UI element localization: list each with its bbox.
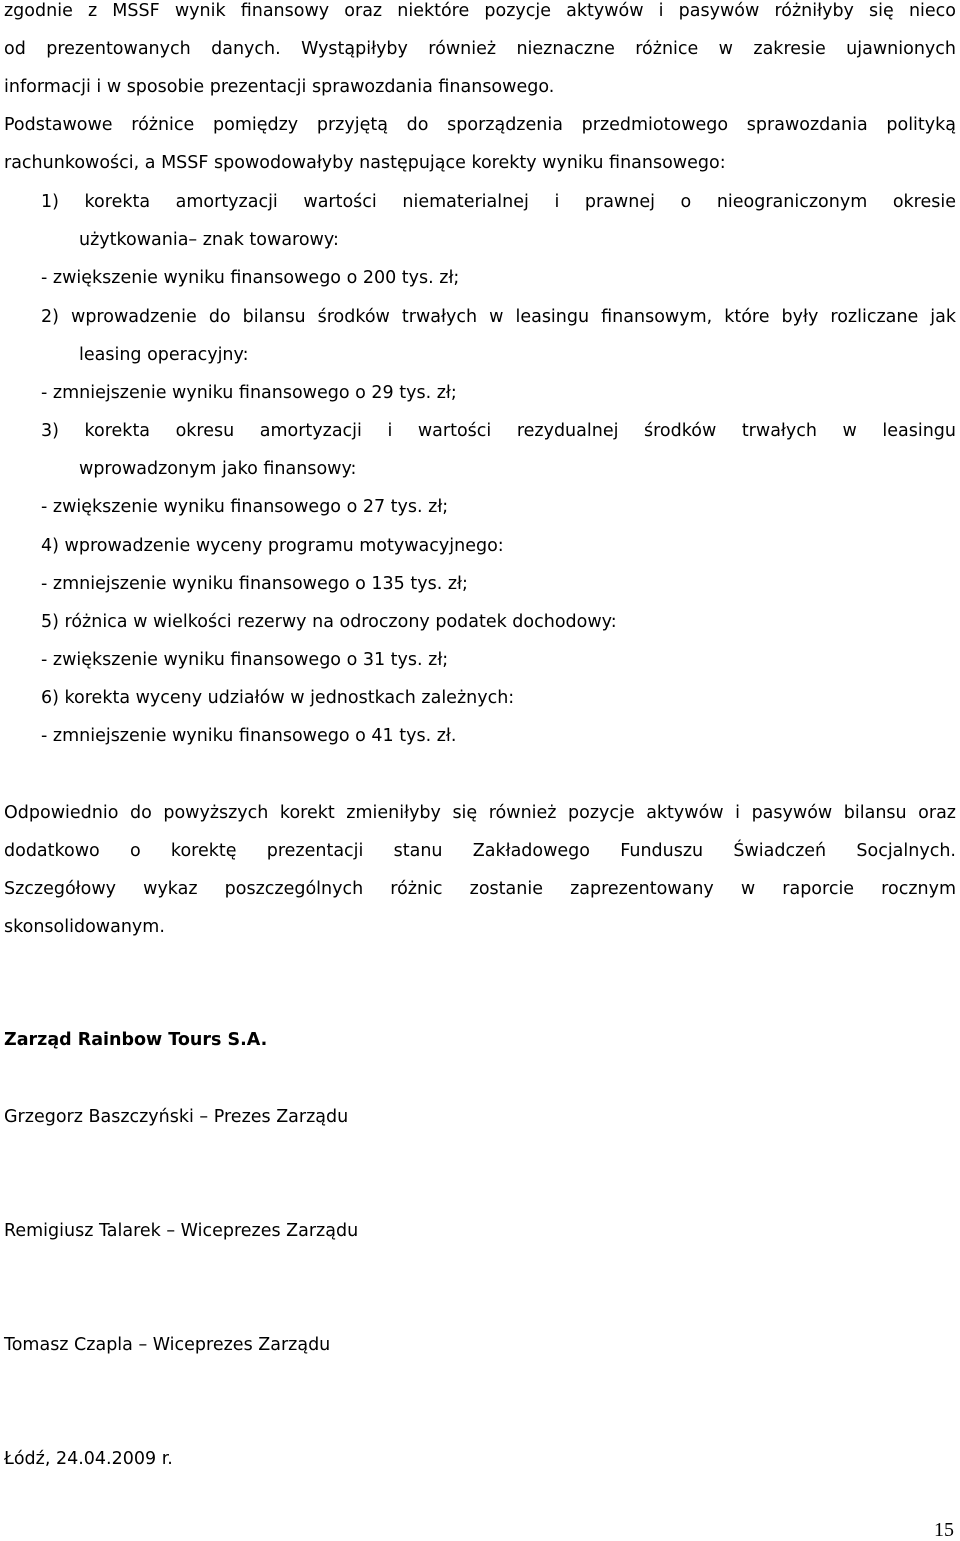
signatory-president: Grzegorz Baszczyński – Prezes Zarządu [4, 1107, 349, 1127]
correction-3-effect: - zwiększenie wyniku finansowego o 27 tys. zł; [41, 497, 449, 517]
correction-2-title-line-2: leasing operacyjny: [79, 345, 249, 365]
paragraph-3-line-1: Odpowiednio do powyższych korekt zmieniłyby się również pozycje aktywów i pasywów bilansu oraz [4, 803, 956, 823]
place-and-date: Łódź, 24.04.2009 r. [4, 1449, 173, 1469]
correction-5-title-line-1: 5) różnica w wielkości rezerwy na odroczony podatek dochodowy: [41, 612, 617, 632]
correction-1-title-line-1: 1) korekta amortyzacji wartości niematerialnej i prawnej o nieograniczonym okresie [41, 192, 956, 212]
paragraph-3-line-3: Szczegółowy wykaz poszczególnych różnic zostanie zaprezentowany w raporcie rocznym [4, 879, 956, 899]
correction-6-title-line-1: 6) korekta wyceny udziałów w jednostkach zależnych: [41, 688, 515, 708]
correction-1-title-line-2: użytkowania– znak towarowy: [79, 230, 339, 250]
correction-4-title-line-1: 4) wprowadzenie wyceny programu motywacyjnego: [41, 536, 504, 556]
paragraph-1-line-3: informacji i w sposobie prezentacji sprawozdania finansowego. [4, 77, 555, 97]
paragraph-1-line-2: od prezentowanych danych. Wystąpiłyby również nieznaczne różnice w zakresie ujawnionych [4, 39, 956, 59]
correction-3-title-line-2: wprowadzonym jako finansowy: [79, 459, 357, 479]
correction-2-effect: - zmniejszenie wyniku finansowego o 29 tys. zł; [41, 383, 457, 403]
correction-5-effect: - zwiększenie wyniku finansowego o 31 tys. zł; [41, 650, 449, 670]
paragraph-1-line-1: zgodnie z MSSF wynik finansowy oraz niektóre pozycje aktywów i pasywów różniłyby się nieco [4, 1, 956, 21]
signatory-vice-president-2: Tomasz Czapla – Wiceprezes Zarządu [4, 1335, 331, 1355]
correction-2-title-line-1: 2) wprowadzenie do bilansu środków trwałych w leasingu finansowym, które były rozliczane jak [41, 307, 956, 327]
correction-4-effect: - zmniejszenie wyniku finansowego o 135 tys. zł; [41, 574, 468, 594]
correction-1-effect: - zwiększenie wyniku finansowego o 200 tys. zł; [41, 268, 460, 288]
paragraph-2-line-1: Podstawowe różnice pomiędzy przyjętą do sporządzenia przedmiotowego sprawozdania polityką [4, 115, 956, 135]
signatory-vice-president-1: Remigiusz Talarek – Wiceprezes Zarządu [4, 1221, 359, 1241]
correction-6-effect: - zmniejszenie wyniku finansowego o 41 tys. zł. [41, 726, 457, 746]
paragraph-3-line-2: dodatkowo o korektę prezentacji stanu Zakładowego Funduszu Świadczeń Socjalnych. [4, 841, 956, 861]
board-heading: Zarząd Rainbow Tours S.A. [4, 1030, 268, 1050]
paragraph-2-line-2: rachunkowości, a MSSF spowodowałyby następujące korekty wyniku finansowego: [4, 153, 726, 173]
paragraph-3-line-4: skonsolidowanym. [4, 917, 165, 937]
page-number: 15 [934, 1519, 954, 1541]
correction-3-title-line-1: 3) korekta okresu amortyzacji i wartości rezydualnej środków trwałych w leasingu [41, 421, 956, 441]
